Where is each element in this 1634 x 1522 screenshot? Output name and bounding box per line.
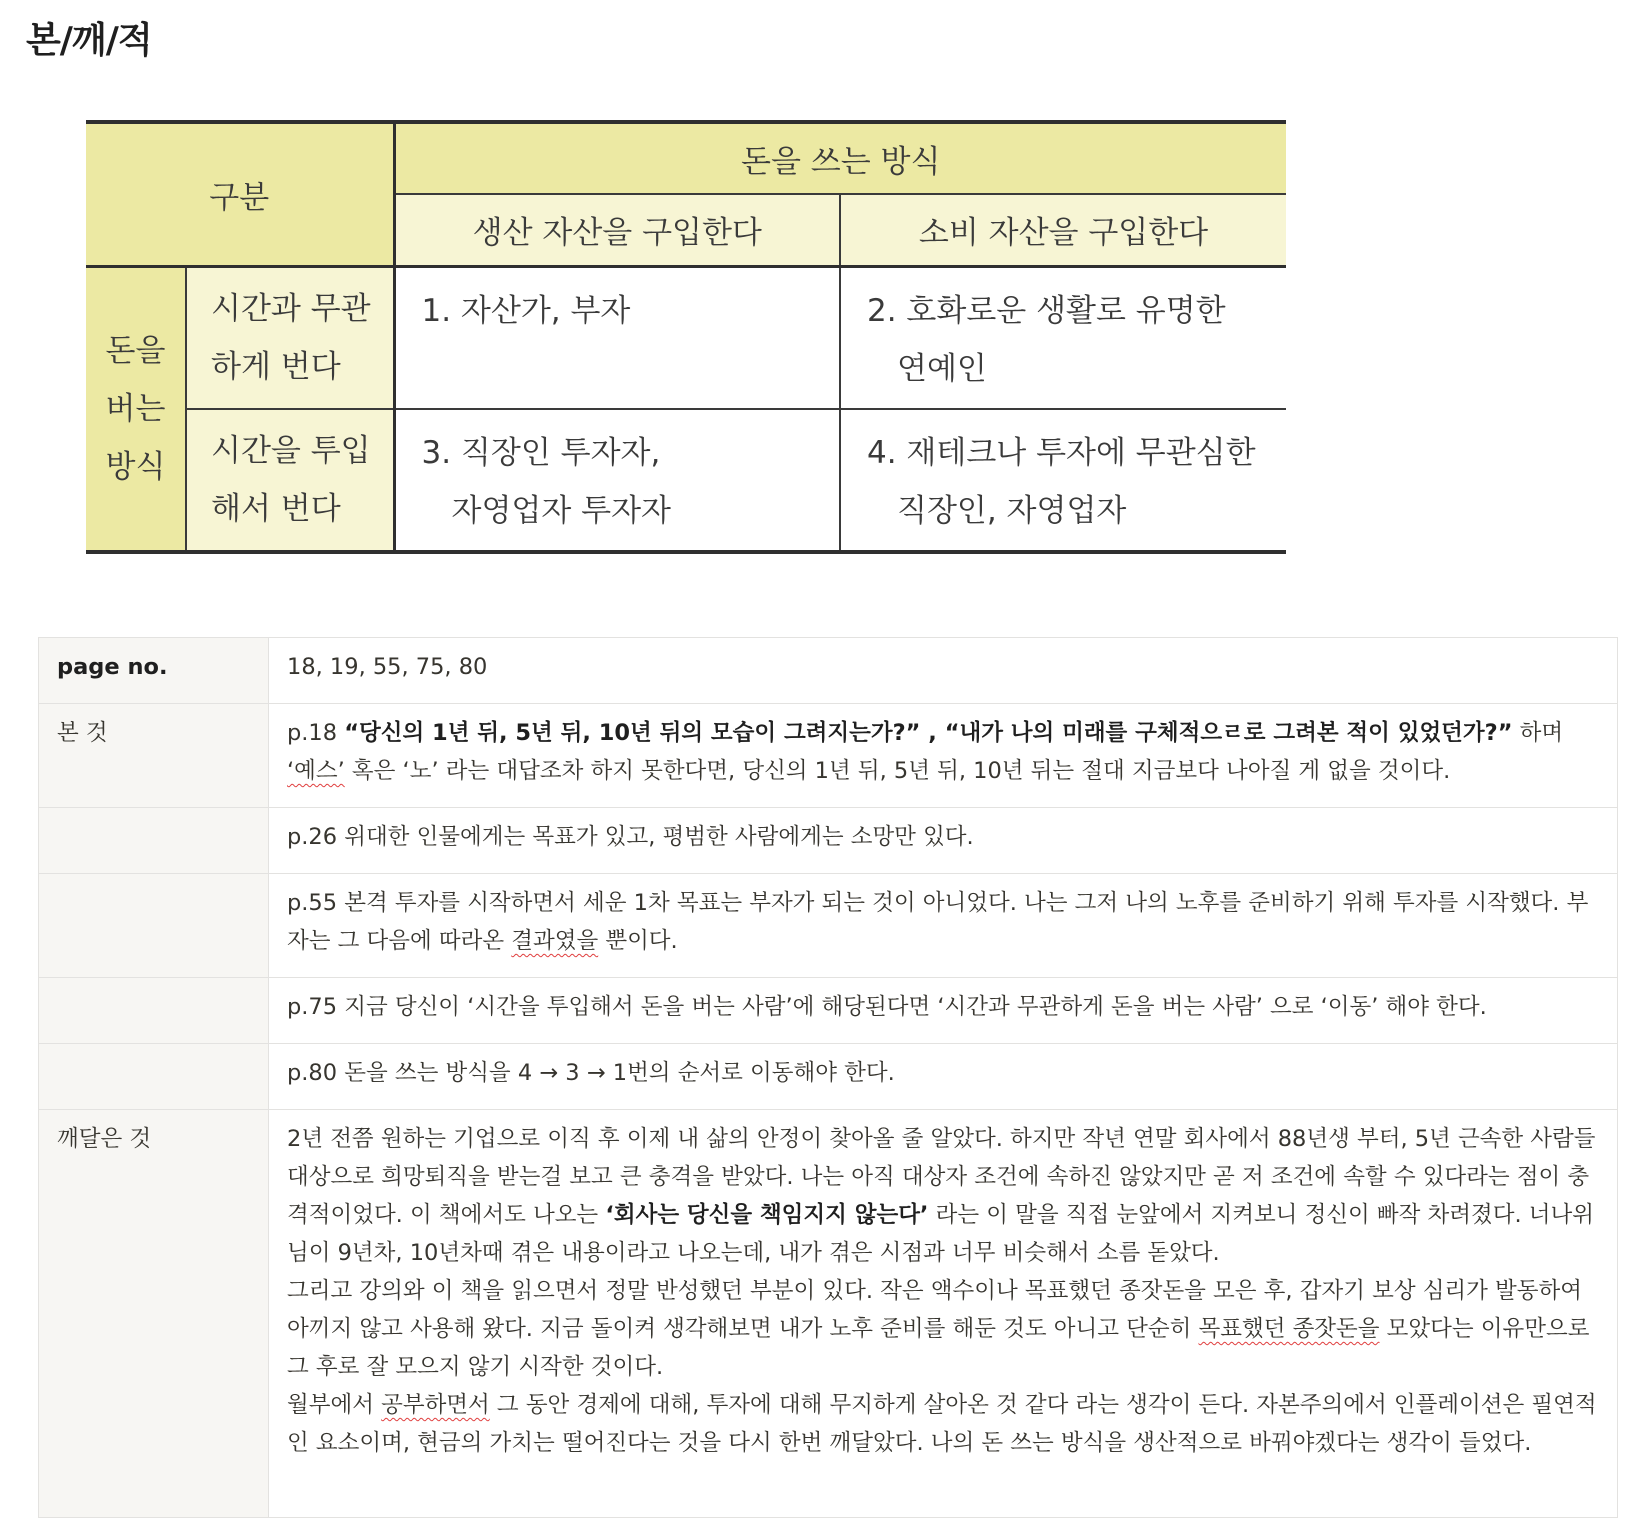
realized-paragraph-1: 2년 전쯤 원하는 기업으로 이직 후 이제 내 삶의 안정이 찾아올 줄 알았다. 하지만 작년 연말 회사에서 88년생 부터, 5년 근속한 사람들 대상으로 희망퇴직을 받는걸 보고 큰 충격을 받았다. 나는 아직 대상자 조건에 속하진 않았지만 곧 저 조건에 속할 수 있다라는 점이 충격적이었다. 이 책에서도 나오는 ‘회사는 당신을 책임지지 않는다’ 라는 이 말을 직접 눈앞에서 지켜보니 정신이 빠작 차려졌다. 너나위님이 9년차, 10년차때 겪은 내용이라고 나오는데, 내가 겪은 시점과 너무 비슷해서 소름 돋았다. xyxy=(287,1126,1596,1266)
realized-label[interactable]: 깨달은 것 xyxy=(39,1110,269,1518)
page-title: 본/깨/적 xyxy=(26,20,152,61)
seen-label[interactable]: 본 것 xyxy=(39,704,269,808)
table-row xyxy=(39,1044,1618,1110)
notes-table xyxy=(38,637,1618,1518)
cell-4-uninterested-employee: 4. 재테크나 투자에 무관심한 직장인, 자영업자 xyxy=(840,409,1286,552)
earn-method-label: 돈을 버는 방식 xyxy=(86,266,186,552)
row-label-time-invested: 시간을 투입 해서 번다 xyxy=(186,409,394,552)
seen-item-p18[interactable]: p.18 “당신의 1년 뒤, 5년 뒤, 10년 뒤의 모습이 그려지는가?” , “내가 나의 미래를 구체적으ㄹ로 그려본 적이 있었던가?” 하며 ‘예스’ 혹은 ‘노’ 라는 대답조차 하지 못한다면, 당신의 1년 뒤, 5년 뒤, 10년 뒤는 절대 지금보다 나아질 게 없을 것이다. xyxy=(269,704,1618,808)
row-label-time-independent: 시간과 무관 하게 번다 xyxy=(186,266,394,409)
table-row xyxy=(39,638,1618,704)
category-header: 구분 xyxy=(86,122,394,266)
table-row xyxy=(39,1110,1618,1518)
spellcheck-word: 결과였을 xyxy=(511,928,599,954)
table-row xyxy=(39,808,1618,874)
table-row xyxy=(39,874,1618,978)
consumer-asset-header: 소비 자산을 구입한다 xyxy=(840,194,1286,266)
spellcheck-word: 공부하면서 xyxy=(381,1392,490,1418)
realized-paragraph-2: 그리고 강의와 이 책을 읽으면서 정말 반성했던 부분이 있다. 작은 액수이나 목표했던 종잣돈을 모은 후, 갑자기 보상 심리가 발동하여 아끼지 않고 사용해 왔다. 지금 돌이켜 생각해보면 내가 노후 준비를 해둔 것도 아니고 단순히 목표했던 종잣돈을 모았다는 이유만으로 그 후로 잘 모으지 않기 시작한 것이다. xyxy=(287,1278,1590,1380)
empty-label-cell[interactable] xyxy=(39,978,269,1044)
empty-label-cell[interactable] xyxy=(39,808,269,874)
productive-asset-header: 생산 자산을 구입한다 xyxy=(394,194,840,266)
empty-label-cell[interactable] xyxy=(39,874,269,978)
page-no-label[interactable]: page no. xyxy=(39,638,269,704)
cell-3-employee-investor: 3. 직장인 투자자, 자영업자 투자자 xyxy=(394,409,840,552)
table-row xyxy=(39,704,1618,808)
realized-paragraph-3: 월부에서 공부하면서 그 동안 경제에 대해, 투자에 대해 무지하게 살아온 것 같다 라는 생각이 든다. 자본주의에서 인플레이션은 필연적인 요소이며, 현금의 가치는 떨어진다는 것을 다시 한번 깨달았다. 나의 돈 쓰는 방식을 생산적으로 바꿔야겠다는 생각이 들었다. xyxy=(287,1392,1597,1456)
empty-label-cell[interactable] xyxy=(39,1044,269,1110)
cell-1-asset-holder: 1. 자산가, 부자 xyxy=(394,266,840,409)
spend-method-header: 돈을 쓰는 방식 xyxy=(394,122,1286,194)
spellcheck-word: 목표했던 종잣돈을 xyxy=(1198,1316,1380,1342)
seen-item-p75[interactable]: p.75 지금 당신이 ‘시간을 투입해서 돈을 버는 사람’에 해당된다면 ‘시간과 무관하게 돈을 버는 사람’ 으로 ‘이동’ 해야 한다. xyxy=(269,978,1618,1044)
page-no-value[interactable]: 18, 19, 55, 75, 80 xyxy=(269,638,1618,704)
seen-item-p55[interactable]: p.55 본격 투자를 시작하면서 세운 1차 목표는 부자가 되는 것이 아니었다. 나는 그저 나의 노후를 준비하기 위해 투자를 시작했다. 부자는 그 다음에 따라온 결과였을 뿐이다. xyxy=(269,874,1618,978)
seen-item-p26[interactable]: p.26 위대한 인물에게는 목표가 있고, 평범한 사람에게는 소망만 있다. xyxy=(269,808,1618,874)
realized-content[interactable] xyxy=(269,1110,1618,1518)
table-row xyxy=(39,978,1618,1044)
cell-2-celebrity: 2. 호화로운 생활로 유명한 연예인 xyxy=(840,266,1286,409)
spellcheck-word: ‘예스’ xyxy=(287,758,345,784)
book-table-image xyxy=(86,120,1286,554)
seen-item-p80[interactable]: p.80 돈을 쓰는 방식을 4 → 3 → 1번의 순서로 이동해야 한다. xyxy=(269,1044,1618,1110)
